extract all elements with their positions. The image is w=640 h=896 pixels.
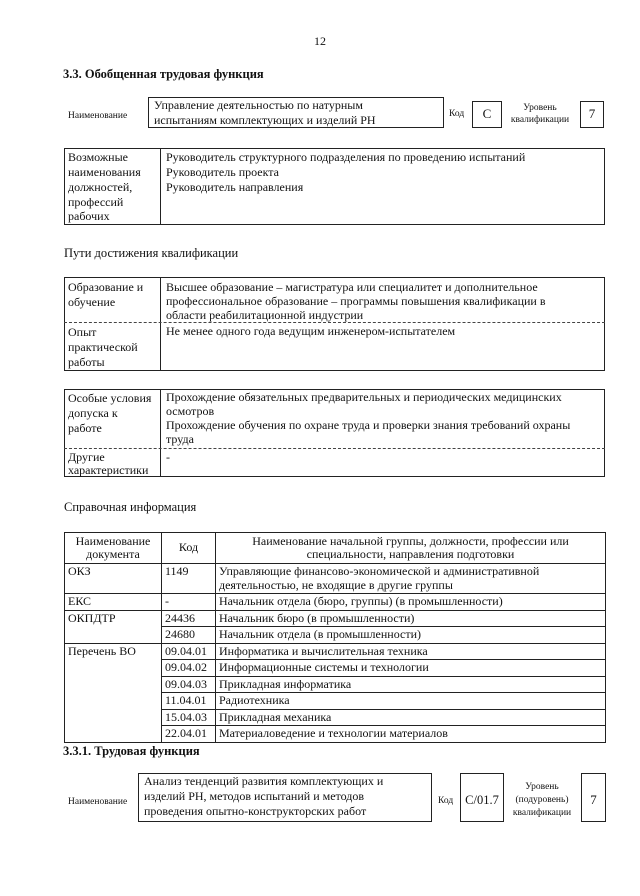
name-line: проведения опытно-конструкторских работ	[144, 804, 367, 818]
code-cell: 09.04.03	[162, 676, 216, 693]
special-label: Особые условия	[68, 391, 152, 405]
divider	[160, 148, 161, 225]
col-header-code: Код	[162, 533, 216, 564]
name-cell: Радиотехника	[216, 693, 606, 710]
special-label: работе	[68, 421, 102, 435]
special-line: труда	[166, 432, 194, 446]
name-line: Управление деятельностью по натурным	[154, 98, 363, 112]
header-line: документа	[86, 547, 140, 561]
special-line: осмотров	[166, 404, 215, 418]
doc-cell: ОКПДТР	[65, 610, 162, 643]
code-label: Код	[449, 109, 465, 119]
code-cell: -	[162, 594, 216, 611]
code-value: C/01.7	[465, 793, 499, 807]
table-row	[65, 594, 606, 611]
table-row	[65, 610, 606, 627]
name-cell: Информатика и вычислительная техника	[216, 643, 606, 660]
level-label: Уровень	[523, 103, 557, 113]
header-line: Наименование	[75, 533, 151, 548]
education-line: Высшее образование – магистратура или специалитет и дополнительное	[166, 280, 538, 294]
reference-table	[64, 532, 606, 743]
education-label: Образование и	[68, 280, 144, 294]
name-line: испытаниям комплектующих и изделий РН	[154, 113, 376, 127]
col-header-name	[216, 533, 606, 564]
education-line: области реабилитационной индустрии	[166, 308, 364, 322]
header-line: Наименование начальной группы, должности, профессии или	[252, 533, 569, 548]
divider	[160, 389, 161, 477]
doc-cell: ОКЗ	[65, 564, 162, 594]
code-cell: 24436	[162, 610, 216, 627]
positions-label: должностей,	[68, 180, 133, 194]
name-label: Наименование	[68, 797, 128, 807]
cell-line: деятельностью, не входящие в другие группы	[219, 577, 453, 592]
code-cell: 09.04.01	[162, 643, 216, 660]
level-label: квалификации	[510, 115, 570, 125]
special-line: Прохождение обучения по охране труда и проверки знания требований охраны	[166, 418, 571, 432]
name-label: Наименование	[68, 111, 128, 121]
name-cell: Информационные системы и технологии	[216, 660, 606, 677]
position-item: Руководитель структурного подразделения по проведению испытаний	[166, 150, 526, 164]
level-label: Уровень	[525, 782, 559, 792]
experience-label: работы	[68, 355, 105, 369]
row-divider	[64, 448, 605, 449]
experience-value: Не менее одного года ведущим инженером-испытателем	[166, 324, 456, 338]
code-cell: 24680	[162, 627, 216, 644]
code-cell: 11.04.01	[162, 693, 216, 710]
name-line: изделий РН, методов испытаний и методов	[144, 789, 365, 803]
name-cell: Прикладная информатика	[216, 676, 606, 693]
position-item: Руководитель направления	[166, 180, 304, 194]
position-item: Руководитель проекта	[166, 165, 279, 179]
subsection-heading: 3.3.1. Трудовая функция	[63, 744, 200, 758]
name-cell: Материаловедение и технологии материалов	[216, 726, 606, 743]
reference-heading: Справочная информация	[64, 500, 197, 514]
col-header-doc	[65, 533, 162, 564]
positions-label: Возможные	[68, 150, 128, 164]
level-value: 7	[588, 106, 596, 121]
special-label: допуска к	[68, 406, 118, 420]
name-cell: Начальник бюро (в промышленности)	[216, 610, 606, 627]
positions-label: наименования	[68, 165, 141, 179]
positions-label: профессий	[68, 195, 124, 209]
code-cell: 22.04.01	[162, 726, 216, 743]
qual-paths-heading: Пути достижения квалификации	[64, 246, 239, 260]
other-label: Другие	[68, 450, 105, 464]
special-line: Прохождение обязательных предварительных и периодических медицинских	[166, 390, 562, 404]
name-cell: Начальник отдела (в промышленности)	[216, 627, 606, 644]
code-label: Код	[438, 796, 454, 806]
section-heading: 3.3. Обобщенная трудовая функция	[63, 67, 264, 81]
positions-label: рабочих	[68, 209, 110, 223]
level-label: (подуровень)	[515, 795, 569, 805]
experience-label: практической	[68, 340, 138, 354]
name-line: Анализ тенденций развития комплектующих и	[144, 774, 384, 788]
education-label: обучение	[68, 295, 116, 309]
level-label: квалификации	[512, 808, 572, 818]
doc-cell: ЕКС	[65, 594, 162, 611]
divider	[160, 277, 161, 371]
other-value: -	[166, 450, 170, 464]
code-cell: 09.04.02	[162, 660, 216, 677]
name-cell: Прикладная механика	[216, 709, 606, 726]
cell-line: Управляющие финансово-экономической и административной	[219, 564, 540, 578]
name-cell: Начальник отдела (бюро, группы) (в промышленности)	[216, 594, 606, 611]
education-line: профессиональное образование – программы повышения квалификации в	[166, 294, 546, 308]
table-row	[65, 564, 606, 594]
code-cell: 15.04.03	[162, 709, 216, 726]
table-header-row	[65, 533, 606, 564]
code-value: C	[482, 106, 492, 121]
name-cell	[216, 564, 606, 594]
code-cell: 1149	[162, 564, 216, 594]
experience-label: Опыт	[68, 325, 97, 339]
page-number: 12	[314, 34, 326, 48]
doc-cell: Перечень ВО	[65, 643, 162, 742]
table-row	[65, 643, 606, 660]
other-label: характеристики	[68, 463, 149, 477]
header-line: специальности, направления подготовки	[306, 547, 515, 561]
level-value: 7	[590, 792, 597, 807]
